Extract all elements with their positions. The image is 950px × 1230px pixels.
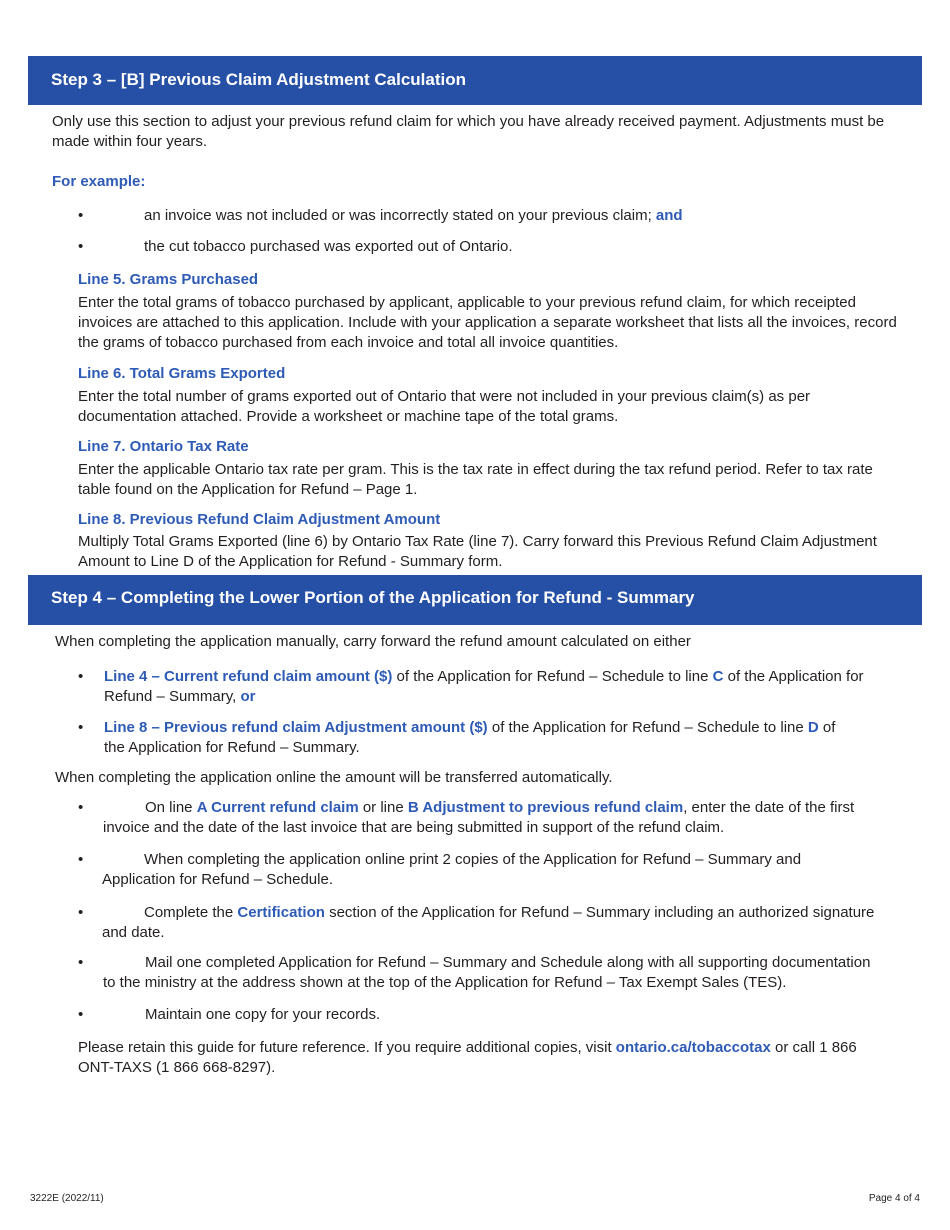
manual-item-2-text2: of the Application for Refund – Summary. [104,719,836,756]
manual-item-1-text2: of the Application for Refund – Summary, [104,668,864,705]
online-item-4-text: Mail one completed Application for Refund – Summary and Schedule along with all supporting documentation to the ministry at the address shown at the top of the Application for Refund – Tax Exempt Sales (TES). [103,954,871,991]
online-item-5-text: Maintain one copy for your records. [145,1006,381,1023]
page-number: Page 4 of 4 [868,1193,920,1204]
line8-body: Multiply Total Grams Exported (line 6) by Ontario Tax Rate (line 7). Carry forward this Previous Refund Claim Adjustment Amount to Line D of the Application for Refund - Summary form. [78,533,877,570]
bullet: • [78,904,84,921]
step3-banner [28,56,922,105]
manual-item-1-text: of the Application for Refund – Schedule to line [392,668,713,685]
online-intro: When completing the application online the amount will be transferred automatically. [55,769,613,786]
online-item-1-post: , enter the date of the first invoice and the date of the last invoice that are being submitted in support of the refund claim. [103,799,855,836]
manual-intro: When completing the application manually, carry forward the refund amount calculated on either [55,633,691,650]
closing-pre: Please retain this guide for future reference. If you require additional copies, visit [78,1039,616,1056]
bullet: • [78,954,84,971]
closing-paragraph [78,1038,878,1078]
manual-item-2-line: Line 8 – Previous refund claim Adjustment amount ($) [104,719,488,736]
online-item-3-certification: Certification [237,904,325,921]
bullet: • [78,238,84,255]
step3-intro: Only use this section to adjust your previous refund claim for which you have already received payment. Adjustments must be made within four years. [52,113,885,150]
bullet: • [78,1006,84,1023]
online-item-1-mid: or line [358,799,408,816]
closing-post: or call 1 866 ONT-TAXS (1 866 668-8297). [78,1039,857,1076]
line6-heading: Line 6. Total Grams Exported [78,365,286,382]
form-id: 3222E (2022/11) [30,1193,104,1204]
example-suffix-1: and [655,207,683,224]
online-item-2-text: When completing the application online print 2 copies of the Application for Refund – Summary and Application for Refund – Schedule. [102,851,802,888]
step4-title: Step 4 – Completing the Lower Portion of the Application for Refund - Summary [51,588,695,607]
online-item-4 [78,953,908,1004]
line5-body: Enter the total grams of tobacco purchased by applicant, applicable to your previous refund claim, for which receipted invoices are attached to this application. Include with your application a separate worksheet that lists all the invoices, record the grams of tobacco purchased from each invoice and total all invoice quantities. [78,294,897,351]
manual-item-2-text: of the Application for Refund – Schedule to line [487,719,808,736]
online-item-1-a: A Current refund claim [196,799,359,816]
step4-banner [28,575,922,625]
online-item-1-pre: On line [145,799,197,816]
step3-title: Step 3 – [B] Previous Claim Adjustment Calculation [51,70,467,89]
manual-item-1-or: or [240,688,256,705]
example-item-1 [78,206,908,226]
bullet: • [78,719,84,736]
bullet: • [78,799,84,816]
manual-item-1-line: Line 4 – Current refund claim amount ($) [104,668,393,685]
bullet: • [78,207,84,224]
line7-body: Enter the applicable Ontario tax rate per gram. This is the tax rate in effect during the tax refund period. Refer to tax rate table found on the Application for Refund – Page 1. [78,461,873,498]
online-item-1-b: B Adjustment to previous refund claim [407,799,684,816]
tobaccotax-link[interactable]: ontario.ca/tobaccotax [615,1039,771,1056]
example-heading: For example: [52,173,146,190]
line6-body: Enter the total number of grams exported out of Ontario that were not included in your previous claim(s) as per documentation attached. Provide a worksheet or machine tape of the total grams. [78,388,811,425]
example-text-2: the cut tobacco purchased was exported out of Ontario. [144,238,513,255]
line5-heading: Line 5. Grams Purchased [78,271,259,288]
example-item-2 [78,237,908,257]
online-item-3-pre: Complete the [144,904,238,921]
line8-heading: Line 8. Previous Refund Claim Adjustment Amount [78,511,441,528]
bullet: • [78,668,84,685]
example-text-1: an invoice was not included or was incorrectly stated on your previous claim; [144,207,652,224]
manual-item-2-target: D [807,719,819,736]
bullet: • [78,851,84,868]
manual-item-1-target: C [712,668,724,685]
line7-heading: Line 7. Ontario Tax Rate [78,438,249,455]
online-item-3-post: section of the Application for Refund – Summary including an authorized signature and date. [102,904,875,941]
